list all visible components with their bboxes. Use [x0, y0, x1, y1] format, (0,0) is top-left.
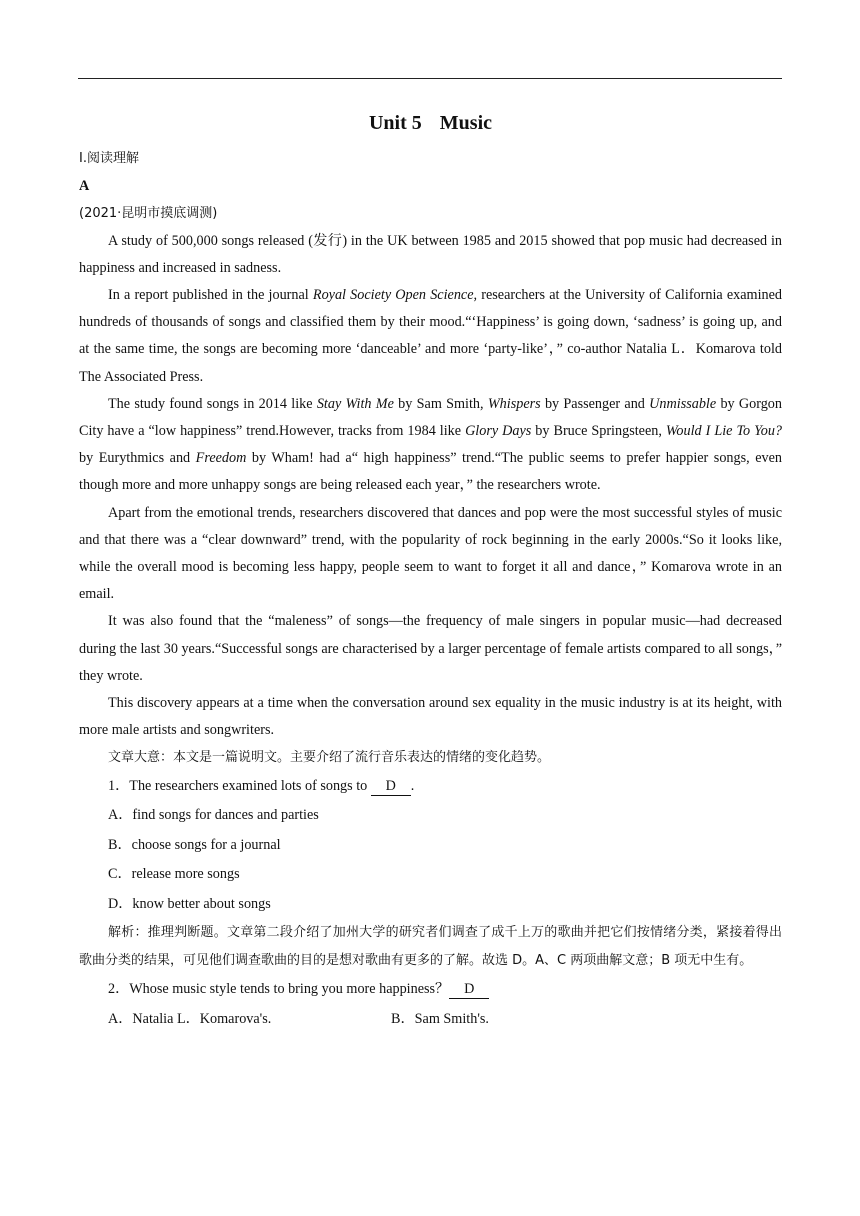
answer-blank-2: D	[449, 980, 489, 999]
title-topic: Music	[439, 112, 492, 134]
paragraph-2: In a report published in the journal Royal Society Open Science, researchers at the University of California examined hundreds of thousands of songs and classified them by their mood.“‘Happiness’ is going down, ‘sadness’ is going up, and at the same time, the songs are becoming more ‘danceable’ and more ‘party-like’，” co-author Natalia L．Komarova told The Associated Press.	[79, 286, 783, 385]
question-1: 1．The researchers examined lots of songs to D .	[108, 777, 415, 794]
option-2b: B．Sam Smith's.	[391, 1010, 489, 1027]
paragraph-1: A study of 500,000 songs released (发行) in the UK between 1985 and 2015 showed that pop music had decreased in happiness and increased in sadness.	[79, 232, 782, 276]
song-title: Would I Lie To You?	[665, 422, 783, 439]
options-row-2	[79, 1005, 782, 1035]
passage-label: A	[79, 177, 90, 194]
option-2a: A．Natalia L．Komarova's.	[108, 1010, 272, 1027]
journal-name: Royal Society Open Science,	[312, 286, 478, 303]
passage-source: (2021·昆明市摸底调测)	[79, 206, 218, 221]
document-body	[79, 112, 782, 1034]
song-title: Freedom	[195, 450, 247, 467]
analysis-1: 解析：推理判断题。文章第二段介绍了加州大学的研究者们调查了成千上万的歌曲并把它们按情绪分类，紧接着得出歌曲分类的结果，可见他们调查歌曲的目的是想对歌曲有更多的了解。故选 D。A、C 两项曲解文意；B 项无中生有。	[79, 925, 782, 969]
title-unit: Unit 5	[368, 112, 422, 134]
header-rule	[78, 78, 782, 79]
song-title: Unmissable	[649, 395, 717, 412]
page-title	[79, 112, 782, 135]
passage-summary: 文章大意：本文是一篇说明文。主要介绍了流行音乐表达的情绪的变化趋势。	[108, 750, 551, 766]
paragraph-3: The study found songs in 2014 like Stay With Me by Sam Smith, Whispers by Passenger and Unmissable by Gorgon City have a “low happiness” trend.However, tracks from 1984 like Glory Days by Bruce Springsteen, Would I Lie To You? by Eurythmics and Freedom by Wham! had a“ high happiness” trend.“The public seems to prefer happier songs, even though more and more unhappy songs are being released each year，” the researchers wrote.	[79, 395, 783, 494]
question-2: 2．Whose music style tends to bring you more happiness？ D	[79, 975, 782, 1005]
option-1a: A．find songs for dances and parties	[108, 807, 319, 824]
option-1c: C．release more songs	[108, 866, 240, 883]
option-1b: B．choose songs for a journal	[108, 836, 281, 853]
paragraph-6: This discovery appears at a time when the conversation around sex equality in the music industry is at its height, with more male artists and songwriters.	[79, 694, 782, 739]
song-title: Stay With Me	[316, 395, 394, 412]
section-heading: I.阅读理解	[79, 151, 139, 166]
song-title: Whispers	[487, 395, 541, 412]
option-1d: D．know better about songs	[108, 895, 271, 912]
paragraph-4: Apart from the emotional trends, researchers discovered that dances and pop were the most successful styles of music and that there was a “clear downward” trend, with the popularity of rock beginning in the early 2000s.“So it looks like, while the overall mood is becoming less happy, people seem to want to forget it all and dance，” Komarova wrote in an email.	[79, 504, 782, 603]
answer-blank-1: D	[371, 777, 411, 796]
song-title: Glory Days	[465, 422, 532, 439]
paragraph-5: It was also found that the “maleness” of songs—the frequency of male singers in popular music—had decreased during the last 30 years.“Successful songs are characterised by a larger percentage of female artists compared to all songs，” they wrote.	[79, 613, 782, 684]
